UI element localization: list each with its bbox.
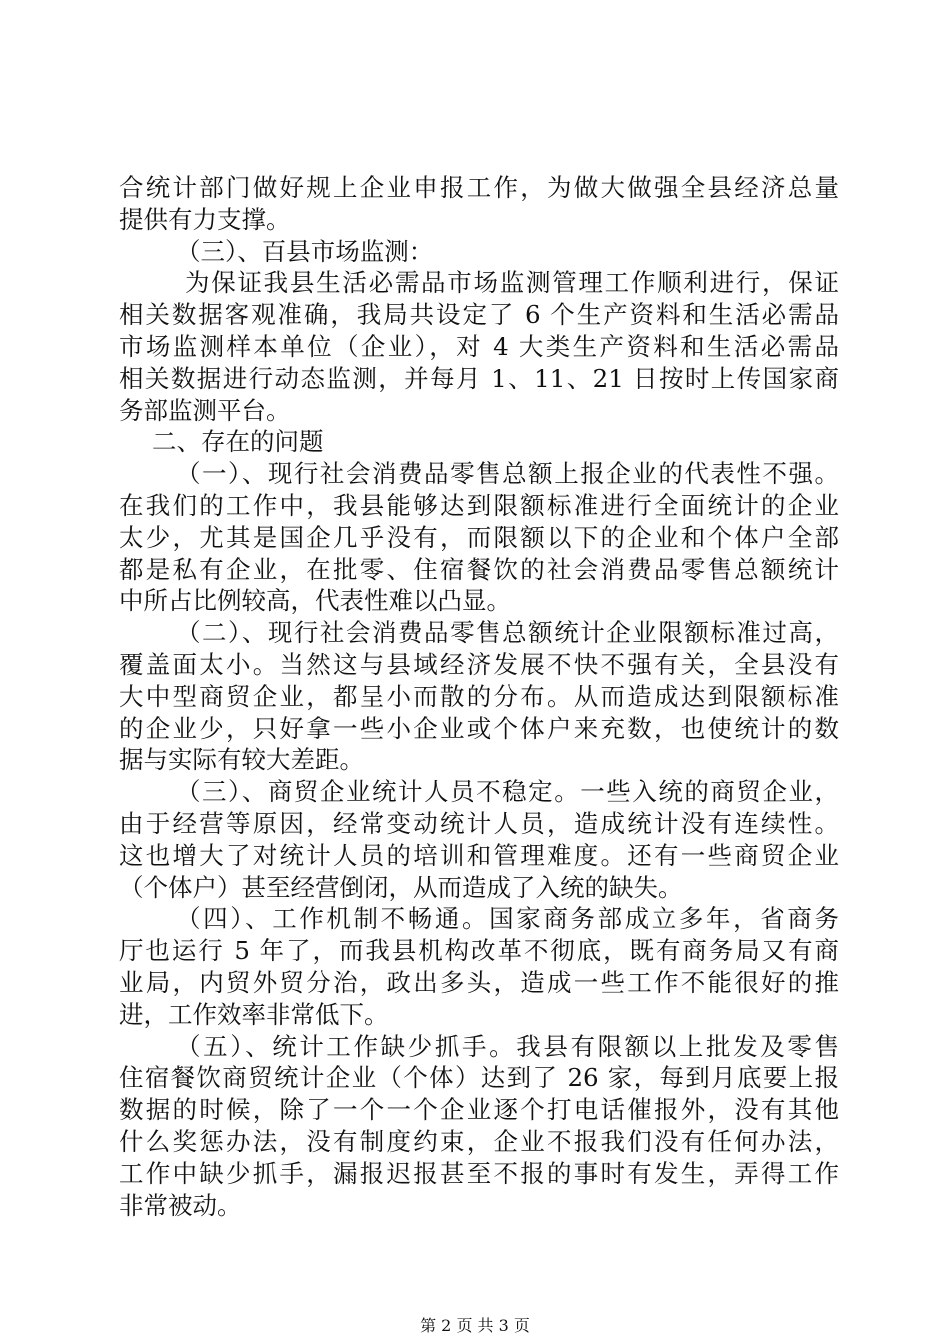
text-line: 工作中缺少抓手，漏报迟报甚至不报的事时有发生，弄得工作	[119, 1158, 839, 1188]
text-line: （一）、现行社会消费品零售总额上报企业的代表性不强。	[176, 459, 839, 489]
text-line: 中所占比例较高，代表性难以凸显。	[119, 586, 511, 616]
text-line: 业局，内贸外贸分治，政出多头，造成一些工作不能很好的推	[119, 967, 839, 997]
text-line: （五）、统计工作缺少抓手。我县有限额以上批发及零售	[176, 1031, 839, 1061]
text-line: 都是私有企业，在批零、住宿餐饮的社会消费品零售总额统计	[119, 554, 839, 584]
text-line: 据与实际有较大差距。	[119, 745, 364, 775]
text-line: 这也增大了对统计人员的培训和管理难度。还有一些商贸企业	[119, 840, 839, 870]
text-line: 的企业少，只好拿一些小企业或个体户来充数，也使统计的数	[119, 713, 839, 743]
text-line: 相关数据进行动态监测，并每月 1、11、21 日按时上传国家商	[119, 363, 839, 393]
text-line: 住宿餐饮商贸统计企业（个体）达到了 26 家，每到月底要上报	[119, 1063, 839, 1093]
text-line: 覆盖面太小。当然这与县域经济发展不快不强有关，全县没有	[119, 649, 839, 679]
text-line: （三）、商贸企业统计人员不稳定。一些入统的商贸企业，	[176, 777, 839, 807]
text-line: 大中型商贸企业，都呈小而散的分布。从而造成达到限额标准	[119, 681, 839, 711]
page-number-label: 第 2 页 共 3 页	[420, 1316, 530, 1335]
text-line: （三）、百县市场监测：	[176, 236, 434, 266]
text-line: （个体户）甚至经营倒闭，从而造成了入统的缺失。	[119, 872, 683, 902]
text-line: 提供有力支撑。	[119, 204, 291, 234]
text-line: 非常被动。	[119, 1190, 242, 1220]
page-footer	[0, 1316, 950, 1336]
text-line: 为保证我县生活必需品市场监测管理工作顺利进行，保证	[185, 268, 839, 298]
text-line: （二）、现行社会消费品零售总额统计企业限额标准过高，	[176, 618, 839, 648]
text-line: 进，工作效率非常低下。	[119, 999, 389, 1029]
text-line: （四）、工作机制不畅通。国家商务部成立多年，省商务	[176, 904, 839, 934]
text-line: 太少，尤其是国企几乎没有，而限额以下的企业和个体户全部	[119, 522, 839, 552]
text-line: 二、存在的问题	[152, 427, 324, 457]
text-line: 数据的时候，除了一个一个企业逐个打电话催报外，没有其他	[119, 1095, 839, 1125]
document-body	[119, 172, 839, 1221]
text-line: 在我们的工作中，我县能够达到限额标准进行全面统计的企业	[119, 490, 839, 520]
text-line: 市场监测样本单位（企业），对 4 大类生产资料和生活必需品	[119, 331, 839, 361]
text-line: 什么奖惩办法，没有制度约束，企业不报我们没有任何办法，	[119, 1126, 839, 1156]
text-line: 务部监测平台。	[119, 395, 291, 425]
text-line: 合统计部门做好规上企业申报工作，为做大做强全县经济总量	[119, 173, 839, 202]
text-line: 由于经营等原因，经常变动统计人员，造成统计没有连续性。	[119, 808, 839, 838]
text-line: 厅也运行 5 年了，而我县机构改革不彻底，既有商务局又有商	[119, 936, 839, 966]
text-line: 相关数据客观准确，我局共设定了 6 个生产资料和生活必需品	[119, 300, 839, 330]
